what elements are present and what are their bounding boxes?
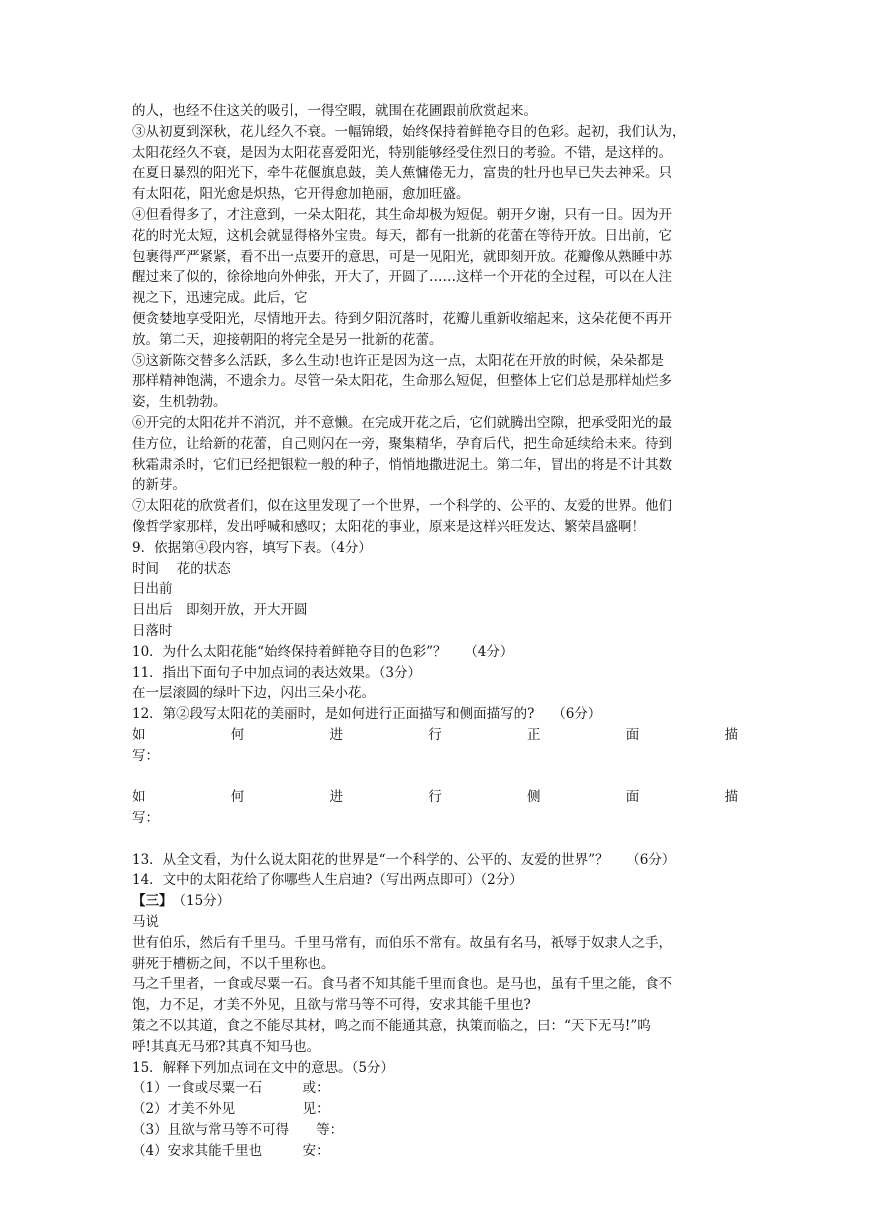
prompt-char: 描 (724, 726, 738, 743)
prompt-char: 如 (132, 789, 146, 806)
prompt-char: 面 (625, 726, 640, 743)
prompt-char: 描 (724, 789, 738, 806)
passage-block (132, 101, 738, 725)
questions-block (132, 850, 738, 892)
text-line: 醒过来了似的，徐徐地向外伸张，开大了，开圆了……这样一个开花的全过程，可以在人注 (132, 269, 672, 286)
text-line: 放。第二天，迎接朝阳的将完全是另一批新的花蕾。 (132, 331, 443, 348)
text-line: 马之千里者，一食或尽粟一石。食马者不知其能千里而食也。是马也，虽有千里之能，食不 (132, 976, 672, 993)
text-line: 在一层滚圆的绿叶下边，闪出三朵小花。 (132, 685, 375, 702)
text-line: 包裹得严严紧紧，看不出一点要开的意思，可是一见阳光，就即刻开放。花瓣像从熟睡中苏 (132, 248, 672, 265)
classical-text-block (132, 912, 738, 1162)
text-line: 世有伯乐，然后有千里马。千里马常有，而伯乐不常有。故虽有名马，祇辱于奴隶人之手， (132, 934, 672, 951)
prompt-char: 如 (132, 726, 146, 743)
prompt-char: 行 (428, 789, 442, 806)
text-line: ⑦太阳花的欣赏者们，似在这里发现了一个世界，一个科学的、公平的、友爱的世界。他们 (132, 498, 672, 515)
prompt-char: 侧 (527, 789, 541, 806)
text-line: 在夏日暴烈的阳光下，牵牛花偃旗息鼓，美人蕉慵倦无力，富贵的牡丹也早已失去神采。只 (132, 165, 672, 182)
text-line: 的新芽。 (132, 477, 186, 494)
text-line: ⑥开完的太阳花并不消沉，并不意懒。在完成开花之后，它们就腾出空隙，把承受阳光的最 (132, 414, 672, 431)
text-line: 12．第②段写太阳花的美丽时，是如何进行正面描写和侧面描写的? （6分） (132, 706, 602, 723)
section-3-heading (132, 891, 738, 912)
text-line: 骈死于槽枥之间，不以千里称也。 (132, 955, 335, 972)
text-line: 日出前 (132, 581, 173, 598)
text-line: （1）一食或尽粟一石 或： (132, 1080, 330, 1097)
q12-front-answer-prompt (132, 725, 738, 746)
text-line: ③从初夏到深秋，花儿经久不衰。一幅锦缎，始终保持着鲜艳夺目的色彩。起初，我们认为， (132, 123, 686, 140)
text-line: 的人，也经不住这关的吸引，一得空暇，就围在花圃跟前欣赏起来。 (132, 103, 537, 119)
text-line: （2）才美不外见 见： (132, 1101, 330, 1118)
text-line: 策之不以其道，食之不能尽其材，鸣之而不能通其意，执策而临之，曰：“天下无马!”呜 (132, 1018, 651, 1035)
document-body (132, 101, 738, 1162)
text-line: 便贪婪地享受阳光，尽情地开去。待到夕阳沉落时，花瓣儿重新收缩起来，这朵花便不再开 (132, 310, 672, 327)
text-line: 那样精神饱满，不遗余力。尽管一朵太阳花，生命那么短促，但整体上它们总是那样灿烂多 (132, 373, 672, 390)
answer-space (132, 829, 738, 850)
q12-side-answer-end: 写： (132, 810, 159, 827)
q12-side-answer-prompt (132, 787, 738, 808)
text-line: 视之下，迅速完成。此后，它 (132, 290, 308, 307)
prompt-char: 何 (230, 726, 245, 743)
text-line: 姿，生机勃勃。 (132, 394, 227, 411)
text-line: 太阳花经久不衰，是因为太阳花喜爱阳光，特别能够经受住烈日的考验。不错，是这样的。 (132, 144, 672, 161)
text-line: 日落时 (132, 622, 173, 639)
text-line: 10．为什么太阳花能“始终保持着鲜艳夺目的色彩”？ （4分） (132, 643, 514, 660)
q12-front-answer-end: 写： (132, 747, 159, 764)
prompt-char: 何 (230, 789, 245, 806)
question-line: 13．从全文看，为什么说太阳花的世界是“一个科学的、公平的、友爱的世界”？ （6分） (132, 851, 676, 868)
text-line: 日出后 即刻开放，开大开圆 (132, 602, 308, 619)
prompt-char: 面 (625, 789, 640, 806)
text-line: 有太阳花，阳光愈是炽热，它开得愈加艳丽，愈加旺盛。 (132, 186, 470, 203)
answer-space (132, 767, 738, 788)
text-line: 像哲学家那样，发出呼喊和感叹；太阳花的事业，原来是这样兴旺发达、繁荣昌盛啊！ (132, 518, 645, 535)
prompt-char: 正 (527, 726, 541, 743)
text-line: 15．解释下列加点词在文中的意思。（5分） (132, 1059, 395, 1076)
text-line: 花的时光太短，这机会就显得格外宝贵。每天，都有一批新的花蕾在等待开放。日出前，它 (132, 227, 672, 244)
text-line: ④但看得多了，才注意到，一朵太阳花，其生命却极为短促。朝开夕谢，只有一日。因为开 (132, 206, 672, 223)
text-line: 时间 花的状态 (132, 560, 231, 577)
text-line: ⑤这新陈交替多么活跃，多么生动!也许正是因为这一点，太阳花在开放的时候，朵朵都是 (132, 352, 664, 369)
prompt-char: 进 (329, 726, 343, 743)
prompt-char: 进 (329, 789, 343, 806)
text-line: 呼!其真无马邪?其真不知马也。 (132, 1038, 321, 1055)
text-line: （3）且欲与常马等不可得 等： (132, 1122, 344, 1139)
text-line: 佳方位，让给新的花蕾，自己则闪在一旁，聚集精华，孕育后代，把生命延续给未来。待到 (132, 435, 672, 452)
section-3-mark: 【三】 (132, 893, 166, 910)
text-line: 11．指出下面句子中加点词的表达效果。（3分） (132, 664, 422, 681)
text-line: 饱，力不足，才美不外见，且欲与常马等不可得，安求其能千里也? (132, 997, 531, 1014)
text-line: （4）安求其能千里也 安： (132, 1142, 330, 1159)
section-3-score: （15分） (165, 893, 231, 910)
question-line: 14．文中的太阳花给了你哪些人生启迪?（写出两点即可）（2分） (132, 872, 523, 889)
prompt-char: 行 (428, 726, 442, 743)
text-line: 马说 (132, 914, 159, 931)
text-line: 秋霜肃杀时，它们已经把银粒一般的种子，悄悄地撒进泥土。第二年，冒出的将是不计其数 (132, 456, 672, 473)
text-line: 9．依据第④段内容，填写下表。（4分） (132, 539, 372, 556)
